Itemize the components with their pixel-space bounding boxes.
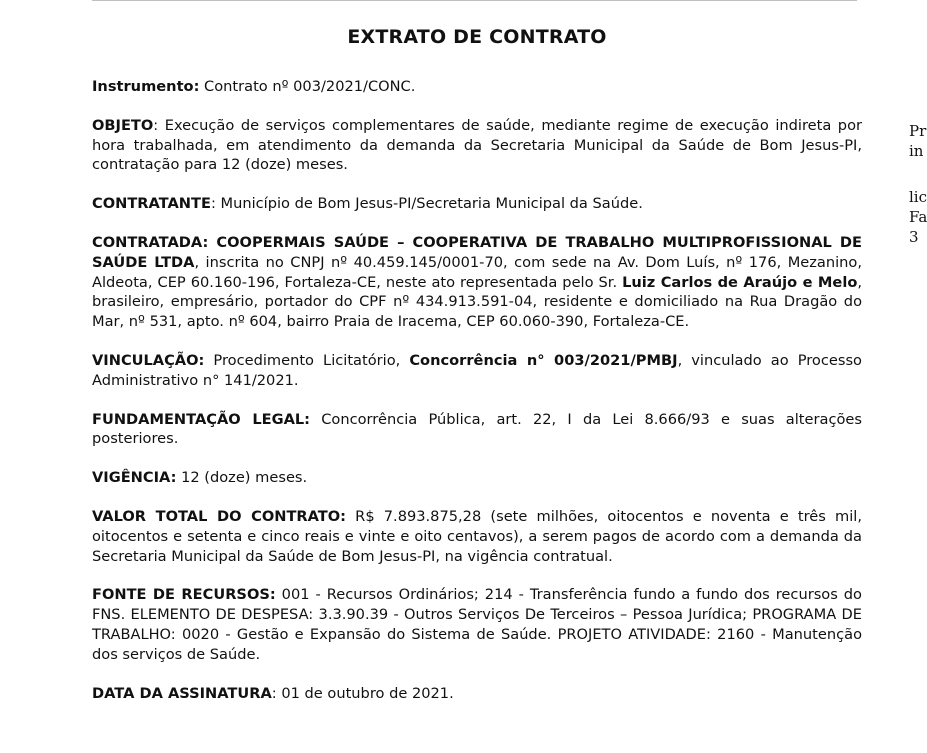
paragraph-label: DATA DA ASSINATURA bbox=[92, 684, 272, 702]
paragraph-text: , inscrita no CNPJ nº 40.459.145/0001-70, com sede na Av. Dom Luís, nº 176, Mezanino, Aldeota, CEP 60.160-196, Fortaleza-CE, neste ato representada pelo Sr. bbox=[92, 253, 862, 291]
paragraph-text: : 01 de outubro de 2021. bbox=[271, 684, 454, 702]
paragraph-label: CONTRATANTE bbox=[92, 195, 211, 213]
paragraph-vigencia bbox=[92, 468, 862, 488]
paragraph-text: Concorrência Pública, art. 22, I da Lei 8.666/93 e suas alterações posteriores. bbox=[92, 410, 862, 448]
paragraph-label: FONTE DE RECURSOS: bbox=[92, 586, 276, 604]
paragraph-contratante bbox=[92, 194, 862, 214]
paragraph-text: : Execução de serviços complementares de saúde, mediante regime de execução indireta por hora trabalhada, em atendimento da demanda da Secretaria Municipal da Saúde de Bom Jesus-PI, contratação para 12 (doze) meses. bbox=[92, 116, 862, 174]
paragraph-text: : Município de Bom Jesus-PI/Secretaria Municipal da Saúde. bbox=[210, 195, 643, 213]
representative-name: Luiz Carlos de Araújo e Melo bbox=[622, 273, 858, 291]
paragraph-label: VIGÊNCIA: bbox=[92, 469, 177, 487]
paragraph-valor-total bbox=[92, 507, 862, 566]
paragraph-fundamentacao bbox=[92, 410, 862, 450]
paragraph-label: OBJETO bbox=[92, 116, 154, 134]
paragraph-label: CONTRATADA: COOPERMAIS SAÚDE – COOPERATIVA DE TRABALHO MULTIPROFISSIONAL DE SAÚDE LTDA bbox=[92, 233, 862, 271]
paragraph-instrumento bbox=[92, 77, 862, 97]
paragraph-label: VALOR TOTAL DO CONTRATO: bbox=[92, 507, 347, 525]
concorrencia-number: Concorrência n° 003/2021/PMBJ bbox=[409, 351, 678, 369]
contract-extract-body bbox=[92, 77, 862, 722]
paragraph-text-continued: , vinculado ao Processo Administrativo n° 141/2021. bbox=[92, 351, 862, 389]
top-divider bbox=[92, 0, 857, 1]
paragraph-text-continued: , brasileiro, empresário, portador do CPF nº 434.913.591-04, residente e domiciliado na Rua Dragão do Mar, nº 531, apto. nº 604, bairro Praia de Iracema, CEP 60.060-390, Fortaleza-CE. bbox=[92, 273, 862, 331]
paragraph-fonte-recursos bbox=[92, 585, 862, 664]
adjacent-column-cutoff bbox=[909, 121, 925, 247]
cutoff-fragment: lic bbox=[909, 188, 927, 206]
paragraph-text: R$ 7.893.875,28 (sete milhões, oitocentos e noventa e três mil, oitocentos e setenta e cinco reais e vinte e oito centavos), a serem pagos de acordo com a demanda da Secretaria Municipal da Saúde de Bom Jesus-PI, na vigência contratual. bbox=[92, 507, 862, 565]
paragraph-label: FUNDAMENTAÇÃO LEGAL: bbox=[92, 410, 311, 428]
paragraph-objeto bbox=[92, 116, 862, 175]
paragraph-label: Instrumento: bbox=[92, 78, 200, 95]
paragraph-text: Contrato nº 003/2021/CONC. bbox=[199, 78, 416, 95]
document-title: EXTRATO DE CONTRATO bbox=[347, 26, 607, 48]
cutoff-fragment: 3 bbox=[909, 228, 919, 246]
cutoff-fragment: in bbox=[909, 142, 924, 160]
paragraph-text: 001 - Recursos Ordinários; 214 - Transferência fundo a fundo dos recursos do FNS. ELEMENTO DE DESPESA: 3.3.90.39 - Outros Serviços De Terceiros – Pessoa Jurídica; PROGRAMA DE TRABALHO: 0020 - Gestão e Expansão do Sistema de Saúde. PROJETO ATIVIDADE: 2160 - Manutenção dos serviços de Saúde. bbox=[92, 586, 862, 663]
paragraph-vinculacao bbox=[92, 351, 862, 391]
paragraph-contratada bbox=[92, 233, 862, 332]
paragraph-label: VINCULAÇÃO: bbox=[92, 351, 205, 369]
paragraph-text: 12 (doze) meses. bbox=[176, 469, 308, 487]
paragraph-text: Procedimento Licitatório, bbox=[204, 351, 410, 369]
cutoff-fragment: Pr bbox=[909, 122, 927, 140]
paragraph-data-assinatura bbox=[92, 684, 862, 704]
cutoff-fragment: Fa bbox=[909, 208, 927, 226]
